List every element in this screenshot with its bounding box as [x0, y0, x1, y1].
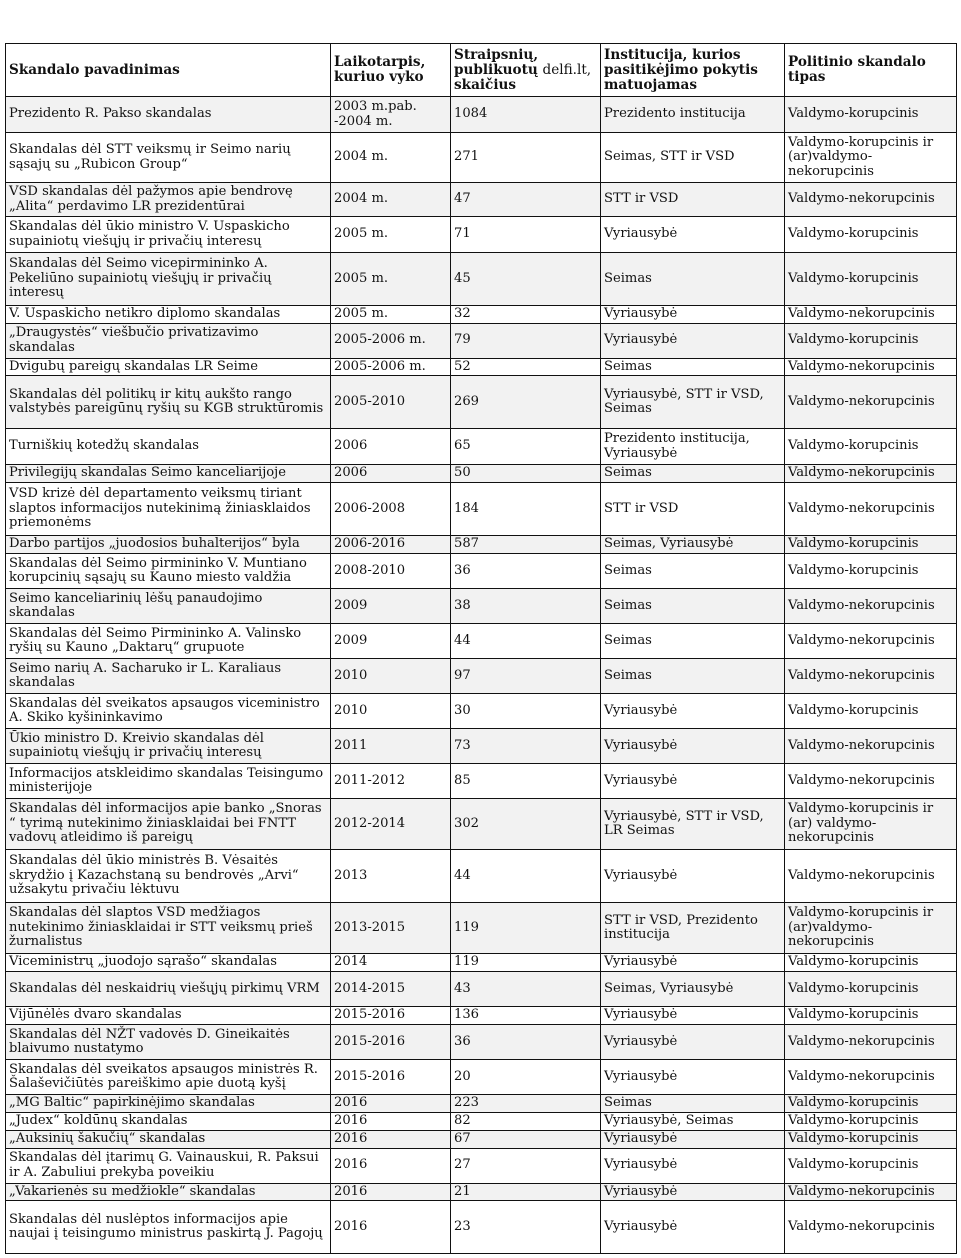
cell-institution: Seimas	[601, 253, 785, 306]
cell-period: 2011-2012	[331, 764, 451, 799]
header-period: Laikotarpis, kuriuo vyko	[331, 44, 451, 97]
cell-scandal-name: Privilegijų skandalas Seimo kanceliarijoje	[6, 465, 331, 483]
cell-scandal-name: Darbo partijos „juodosios buhalterijos“ byla	[6, 536, 331, 554]
cell-article-count: 20	[451, 1060, 601, 1095]
cell-scandal-name: Skandalas dėl Seimo Pirmininko A. Valinsko ryšių su Kauno „Daktarų“ grupuote	[6, 624, 331, 659]
table-row	[6, 133, 957, 183]
cell-article-count: 119	[451, 954, 601, 972]
cell-period: 2015-2016	[331, 1060, 451, 1095]
cell-period: 2012-2014	[331, 799, 451, 850]
cell-institution: Vyriausybė	[601, 1201, 785, 1254]
cell-period: 2005-2010	[331, 376, 451, 429]
header-scandal-name: Skandalo pavadinimas	[6, 44, 331, 97]
table-row	[6, 954, 957, 972]
cell-period: 2014-2015	[331, 972, 451, 1007]
cell-article-count: 44	[451, 624, 601, 659]
cell-scandal-name: „MG Baltic“ papirkinėjimo skandalas	[6, 1095, 331, 1113]
cell-article-count: 21	[451, 1183, 601, 1201]
table-row	[6, 799, 957, 850]
cell-scandal-name: Skandalas dėl STT veiksmų ir Seimo narių sąsajų su „Rubicon Group“	[6, 133, 331, 183]
cell-article-count: 32	[451, 306, 601, 324]
cell-scandal-type: Valdymo-nekorupcinis	[785, 1183, 957, 1201]
cell-scandal-type: Valdymo-nekorupcinis	[785, 306, 957, 324]
cell-scandal-name: Skandalas dėl Seimo pirmininko V. Muntiano korupcinių sąsajų su Kauno miesto valdžia	[6, 554, 331, 589]
table-row	[6, 323, 957, 358]
cell-period: 2005 m.	[331, 306, 451, 324]
cell-scandal-name: Skandalas dėl Seimo vicepirmininko A. Pekeliūno supainiotų viešųjų ir privačių interesų	[6, 253, 331, 306]
cell-article-count: 50	[451, 465, 601, 483]
cell-period: 2010	[331, 659, 451, 694]
cell-period: 2016	[331, 1148, 451, 1183]
cell-institution: Seimas, Vyriausybė	[601, 972, 785, 1007]
cell-scandal-name: Informacijos atskleidimo skandalas Teisingumo ministerijoje	[6, 764, 331, 799]
table-row	[6, 1148, 957, 1183]
cell-period: 2009	[331, 589, 451, 624]
cell-article-count: 82	[451, 1113, 601, 1131]
cell-period: 2013-2015	[331, 903, 451, 954]
scandals-table	[5, 43, 957, 1254]
cell-scandal-name: Dvigubų pareigų skandalas LR Seime	[6, 358, 331, 376]
cell-institution: Prezidento institucija	[601, 97, 785, 133]
cell-scandal-type: Valdymo-korupcinis	[785, 1113, 957, 1131]
cell-scandal-name: Turniškių kotedžų skandalas	[6, 429, 331, 465]
cell-period: 2010	[331, 694, 451, 729]
cell-scandal-name: Skandalas dėl įtarimų G. Vainauskui, R. Paksui ir A. Zabuliui prekyba poveikiu	[6, 1148, 331, 1183]
cell-scandal-type: Valdymo-nekorupcinis	[785, 376, 957, 429]
cell-scandal-type: Valdymo-nekorupcinis	[785, 183, 957, 217]
cell-period: 2011	[331, 729, 451, 764]
cell-period: 2016	[331, 1201, 451, 1254]
cell-institution: Vyriausybė	[601, 1148, 785, 1183]
header-scandal-type: Politinio skandalo tipas	[785, 44, 957, 97]
cell-article-count: 85	[451, 764, 601, 799]
cell-period: 2006-2008	[331, 483, 451, 536]
cell-period: 2005-2006 m.	[331, 358, 451, 376]
cell-institution: Vyriausybė	[601, 694, 785, 729]
cell-institution: Vyriausybė, STT ir VSD, Seimas	[601, 376, 785, 429]
cell-scandal-type: Valdymo-korupcinis	[785, 1007, 957, 1025]
cell-scandal-type: Valdymo-nekorupcinis	[785, 1060, 957, 1095]
cell-institution: Vyriausybė	[601, 1183, 785, 1201]
cell-scandal-type: Valdymo-nekorupcinis	[785, 589, 957, 624]
cell-scandal-name: Skandalas dėl ūkio ministrės B. Vėsaitės skrydžio į Kazachstaną su bendrovės „Arvi“ užsakytu privačiu lėktuvu	[6, 850, 331, 903]
cell-scandal-name: Skandalas dėl ūkio ministro V. Uspaskicho supainiotų viešųjų ir privačių interesų	[6, 217, 331, 253]
cell-scandal-type: Valdymo-nekorupcinis	[785, 764, 957, 799]
cell-article-count: 184	[451, 483, 601, 536]
table-row	[6, 1113, 957, 1131]
header-article-count-site: delfi.lt,	[542, 61, 592, 78]
cell-scandal-name: „Judex“ koldūnų skandalas	[6, 1113, 331, 1131]
cell-scandal-name: Skandalas dėl sveikatos apsaugos ministrės R. Šalaševičiūtės pareiškimo apie duotą kyšį	[6, 1060, 331, 1095]
table-row	[6, 465, 957, 483]
table-row	[6, 554, 957, 589]
table-row	[6, 183, 957, 217]
cell-scandal-name: Prezidento R. Pakso skandalas	[6, 97, 331, 133]
cell-institution: Vyriausybė, STT ir VSD, LR Seimas	[601, 799, 785, 850]
cell-period: 2015-2016	[331, 1007, 451, 1025]
cell-scandal-type: Valdymo-nekorupcinis	[785, 1201, 957, 1254]
cell-scandal-type: Valdymo-nekorupcinis	[785, 483, 957, 536]
cell-period: 2006	[331, 429, 451, 465]
cell-article-count: 119	[451, 903, 601, 954]
cell-scandal-name: VSD krizė dėl departamento veiksmų tiriant slaptos informacijos nutekinimą žiniasklaidos priemonėms	[6, 483, 331, 536]
cell-scandal-type: Valdymo-nekorupcinis	[785, 1025, 957, 1060]
cell-scandal-type: Valdymo-korupcinis	[785, 554, 957, 589]
cell-period: 2003 m.pab. -2004 m.	[331, 97, 451, 133]
cell-article-count: 67	[451, 1131, 601, 1149]
table-row	[6, 624, 957, 659]
cell-article-count: 36	[451, 1025, 601, 1060]
cell-institution: Seimas	[601, 465, 785, 483]
cell-institution: STT ir VSD	[601, 183, 785, 217]
cell-article-count: 65	[451, 429, 601, 465]
cell-scandal-name: Skandalas dėl nuslėptos informacijos apie naujai į teisingumo ministrus paskirtą J. Pagojų	[6, 1201, 331, 1254]
cell-period: 2016	[331, 1113, 451, 1131]
table-row	[6, 376, 957, 429]
cell-period: 2006-2016	[331, 536, 451, 554]
cell-institution: Seimas	[601, 659, 785, 694]
cell-institution: Vyriausybė	[601, 1060, 785, 1095]
cell-institution: Vyriausybė	[601, 729, 785, 764]
cell-scandal-name: Skandalas dėl slaptos VSD medžiagos nutekinimo žiniasklaidai ir STT veiksmų prieš žurnalistus	[6, 903, 331, 954]
cell-period: 2013	[331, 850, 451, 903]
cell-institution: Vyriausybė	[601, 764, 785, 799]
table-row	[6, 1025, 957, 1060]
cell-scandal-type: Valdymo-korupcinis	[785, 429, 957, 465]
cell-institution: Prezidento institucija, Vyriausybė	[601, 429, 785, 465]
table-row	[6, 536, 957, 554]
cell-period: 2005 m.	[331, 253, 451, 306]
cell-article-count: 44	[451, 850, 601, 903]
cell-scandal-type: Valdymo-korupcinis	[785, 97, 957, 133]
cell-scandal-name: „Auksinių šakučių“ skandalas	[6, 1131, 331, 1149]
cell-article-count: 136	[451, 1007, 601, 1025]
table-row	[6, 253, 957, 306]
cell-institution: Seimas, STT ir VSD	[601, 133, 785, 183]
cell-institution: Seimas	[601, 358, 785, 376]
cell-institution: Seimas, Vyriausybė	[601, 536, 785, 554]
table-row	[6, 764, 957, 799]
cell-institution: STT ir VSD	[601, 483, 785, 536]
cell-institution: Vyriausybė	[601, 954, 785, 972]
table-row	[6, 1131, 957, 1149]
cell-scandal-type: Valdymo-korupcinis	[785, 323, 957, 358]
cell-article-count: 71	[451, 217, 601, 253]
cell-article-count: 47	[451, 183, 601, 217]
cell-period: 2006	[331, 465, 451, 483]
table-row	[6, 903, 957, 954]
table-row	[6, 429, 957, 465]
cell-period: 2016	[331, 1131, 451, 1149]
cell-article-count: 30	[451, 694, 601, 729]
cell-scandal-name: Skandalas dėl sveikatos apsaugos viceministro A. Skiko kyšininkavimo	[6, 694, 331, 729]
cell-period: 2016	[331, 1183, 451, 1201]
cell-scandal-type: Valdymo-korupcinis ir (ar)valdymo-nekorupcinis	[785, 903, 957, 954]
cell-period: 2015-2016	[331, 1025, 451, 1060]
cell-institution: Vyriausybė	[601, 306, 785, 324]
cell-scandal-type: Valdymo-nekorupcinis	[785, 624, 957, 659]
cell-scandal-name: Skandalas dėl neskaidrių viešųjų pirkimų VRM	[6, 972, 331, 1007]
header-article-count-tail: skaičius	[454, 76, 517, 93]
cell-institution: Vyriausybė	[601, 850, 785, 903]
table-row	[6, 850, 957, 903]
cell-period: 2005 m.	[331, 217, 451, 253]
cell-period: 2008-2010	[331, 554, 451, 589]
cell-period: 2009	[331, 624, 451, 659]
cell-institution: Vyriausybė	[601, 1007, 785, 1025]
header-article-count-label: Straipsnių, publikuotų	[454, 46, 539, 78]
cell-period: 2014	[331, 954, 451, 972]
cell-institution: Seimas	[601, 589, 785, 624]
header-article-count	[451, 44, 601, 97]
cell-article-count: 79	[451, 323, 601, 358]
cell-scandal-type: Valdymo-korupcinis	[785, 1131, 957, 1149]
cell-scandal-type: Valdymo-korupcinis	[785, 253, 957, 306]
table-row	[6, 217, 957, 253]
cell-scandal-name: Skandalas dėl informacijos apie banko „Snoras “ tyrimą nutekinimo žiniasklaidai bei FNTT vadovų atleidimo iš pareigų	[6, 799, 331, 850]
cell-article-count: 73	[451, 729, 601, 764]
table-row	[6, 1007, 957, 1025]
cell-scandal-name: Skandalas dėl politikų ir kitų aukšto rango valstybės pareigūnų ryšių su KGB struktūromis	[6, 376, 331, 429]
cell-scandal-type: Valdymo-korupcinis	[785, 972, 957, 1007]
cell-article-count: 36	[451, 554, 601, 589]
cell-article-count: 97	[451, 659, 601, 694]
cell-scandal-type: Valdymo-nekorupcinis	[785, 729, 957, 764]
cell-period: 2016	[331, 1095, 451, 1113]
cell-scandal-name: „Vakarienės su medžiokle“ skandalas	[6, 1183, 331, 1201]
cell-scandal-name: Vijūnėlės dvaro skandalas	[6, 1007, 331, 1025]
cell-scandal-type: Valdymo-nekorupcinis	[785, 850, 957, 903]
cell-scandal-type: Valdymo-korupcinis	[785, 536, 957, 554]
cell-article-count: 45	[451, 253, 601, 306]
cell-article-count: 269	[451, 376, 601, 429]
cell-scandal-name: „Draugystės“ viešbučio privatizavimo skandalas	[6, 323, 331, 358]
cell-article-count: 43	[451, 972, 601, 1007]
header-institution: Institucija, kurios pasitikėjimo pokytis matuojamas	[601, 44, 785, 97]
table-row	[6, 1095, 957, 1113]
cell-article-count: 38	[451, 589, 601, 624]
table-row	[6, 729, 957, 764]
cell-institution: Vyriausybė, Seimas	[601, 1113, 785, 1131]
cell-scandal-name: Ūkio ministro D. Kreivio skandalas dėl supainiotų viešųjų ir privačių interesų	[6, 729, 331, 764]
cell-institution: Vyriausybė	[601, 1025, 785, 1060]
table-row	[6, 659, 957, 694]
table-row	[6, 1060, 957, 1095]
cell-scandal-type: Valdymo-korupcinis	[785, 694, 957, 729]
cell-article-count: 1084	[451, 97, 601, 133]
cell-scandal-type: Valdymo-korupcinis	[785, 1095, 957, 1113]
cell-scandal-type: Valdymo-korupcinis ir (ar)valdymo-nekorupcinis	[785, 133, 957, 183]
cell-scandal-name: VSD skandalas dėl pažymos apie bendrovę „Alita“ perdavimo LR prezidentūrai	[6, 183, 331, 217]
table-row	[6, 1183, 957, 1201]
cell-institution: Vyriausybė	[601, 323, 785, 358]
cell-scandal-name: V. Uspaskicho netikro diplomo skandalas	[6, 306, 331, 324]
table-header-row	[6, 44, 957, 97]
table-row	[6, 1201, 957, 1254]
table-row	[6, 972, 957, 1007]
cell-article-count: 302	[451, 799, 601, 850]
table-row	[6, 483, 957, 536]
cell-article-count: 223	[451, 1095, 601, 1113]
cell-scandal-name: Skandalas dėl NŽT vadovės D. Gineikaitės blaivumo nustatymo	[6, 1025, 331, 1060]
table-row	[6, 358, 957, 376]
cell-period: 2004 m.	[331, 133, 451, 183]
cell-period: 2005-2006 m.	[331, 323, 451, 358]
cell-institution: Vyriausybė	[601, 1131, 785, 1149]
cell-scandal-type: Valdymo-korupcinis ir (ar) valdymo-nekorupcinis	[785, 799, 957, 850]
cell-scandal-type: Valdymo-korupcinis	[785, 1148, 957, 1183]
cell-article-count: 23	[451, 1201, 601, 1254]
cell-scandal-type: Valdymo-korupcinis	[785, 954, 957, 972]
cell-scandal-name: Seimo kanceliarinių lėšų panaudojimo skandalas	[6, 589, 331, 624]
cell-institution: Vyriausybė	[601, 217, 785, 253]
cell-scandal-type: Valdymo-nekorupcinis	[785, 358, 957, 376]
cell-scandal-type: Valdymo-nekorupcinis	[785, 659, 957, 694]
table-row	[6, 306, 957, 324]
cell-scandal-name: Seimo narių A. Sacharuko ir L. Karaliaus skandalas	[6, 659, 331, 694]
table-row	[6, 694, 957, 729]
cell-institution: STT ir VSD, Prezidento institucija	[601, 903, 785, 954]
cell-article-count: 587	[451, 536, 601, 554]
table-row	[6, 589, 957, 624]
cell-period: 2004 m.	[331, 183, 451, 217]
table-row	[6, 97, 957, 133]
cell-institution: Seimas	[601, 1095, 785, 1113]
cell-scandal-type: Valdymo-korupcinis	[785, 217, 957, 253]
cell-scandal-type: Valdymo-nekorupcinis	[785, 465, 957, 483]
cell-article-count: 271	[451, 133, 601, 183]
cell-institution: Seimas	[601, 624, 785, 659]
cell-article-count: 27	[451, 1148, 601, 1183]
cell-article-count: 52	[451, 358, 601, 376]
cell-institution: Seimas	[601, 554, 785, 589]
cell-scandal-name: Viceministrų „juodojo sąrašo“ skandalas	[6, 954, 331, 972]
